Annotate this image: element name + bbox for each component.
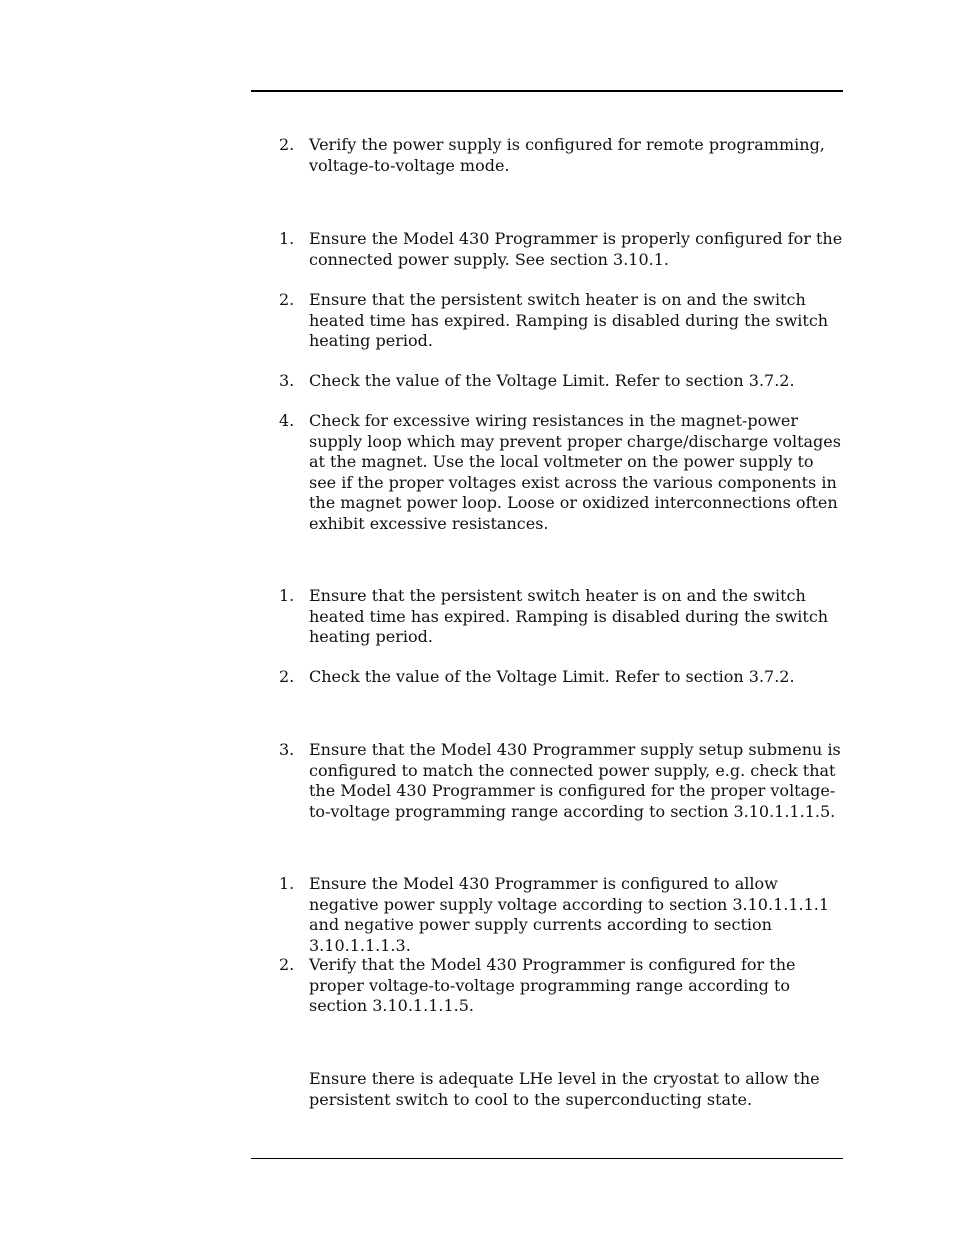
- list-item: [279, 874, 844, 956]
- list-text: Ensure that the persistent switch heater is on and the switch heated time has expired. Ramping is disabled during the switch heating period.: [309, 586, 829, 646]
- list-number: 2.: [279, 290, 295, 309]
- list-number: 1.: [279, 586, 295, 605]
- list-text: Check the value of the Voltage Limit. Refer to section 3.7.2.: [309, 667, 795, 686]
- list-item: [279, 371, 844, 392]
- list-text: Check the value of the Voltage Limit. Refer to section 3.7.2.: [309, 371, 795, 390]
- paragraph: Ensure there is adequate LHe level in the cryostat to allow the persistent switch to cool to the superconducting state.: [309, 1069, 820, 1109]
- list-item: [279, 955, 844, 1017]
- header-rule: [251, 90, 843, 92]
- list-number: 3.: [279, 371, 295, 390]
- list-item: [279, 411, 844, 534]
- list-number: 1.: [279, 229, 295, 248]
- footer-rule: [251, 1158, 843, 1159]
- list-text: Check for excessive wiring resistances in the magnet-power supply loop which may prevent proper charge/discharge voltages at the magnet. Use the local voltmeter on the power supply to see if the proper voltages exist across the various components in the magnet power loop. Loose or oxidized interconnections often exhibit excessive resistances.: [309, 411, 841, 533]
- list-number: 2.: [279, 667, 295, 686]
- list-item: [279, 667, 844, 688]
- list-number: 2.: [279, 135, 295, 154]
- list-text: Ensure that the persistent switch heater is on and the switch heated time has expired. Ramping is disabled during the switch heating period.: [309, 290, 829, 350]
- list-number: 3.: [279, 740, 295, 759]
- list-number: 1.: [279, 874, 295, 893]
- list-item: [279, 135, 844, 176]
- list-item: [279, 229, 844, 270]
- list-item: [279, 586, 844, 648]
- list-item: [279, 290, 844, 352]
- list-text: Ensure the Model 430 Programmer is configured to allow negative power supply voltage according to section 3.10.1.1.1.1 and negative power supply currents according to section 3.10.1.1.1.3.: [309, 874, 830, 955]
- list-number: 4.: [279, 411, 295, 430]
- list-text: Verify the power supply is configured for remote programming, voltage-to-voltage mode.: [309, 135, 825, 175]
- list-text: Ensure that the Model 430 Programmer supply setup submenu is configured to match the connected power supply, e.g. check that the Model 430 Programmer is configured for the proper voltage-to-voltage programming range according to section 3.10.1.1.1.5.: [309, 740, 841, 821]
- list-text: Ensure the Model 430 Programmer is properly configured for the connected power supply. See section 3.10.1.: [309, 229, 843, 269]
- list-item: [279, 740, 844, 822]
- list-text: Verify that the Model 430 Programmer is configured for the proper voltage-to-voltage programming range according to section 3.10.1.1.1.5.: [309, 955, 796, 1015]
- list-number: 2.: [279, 955, 295, 974]
